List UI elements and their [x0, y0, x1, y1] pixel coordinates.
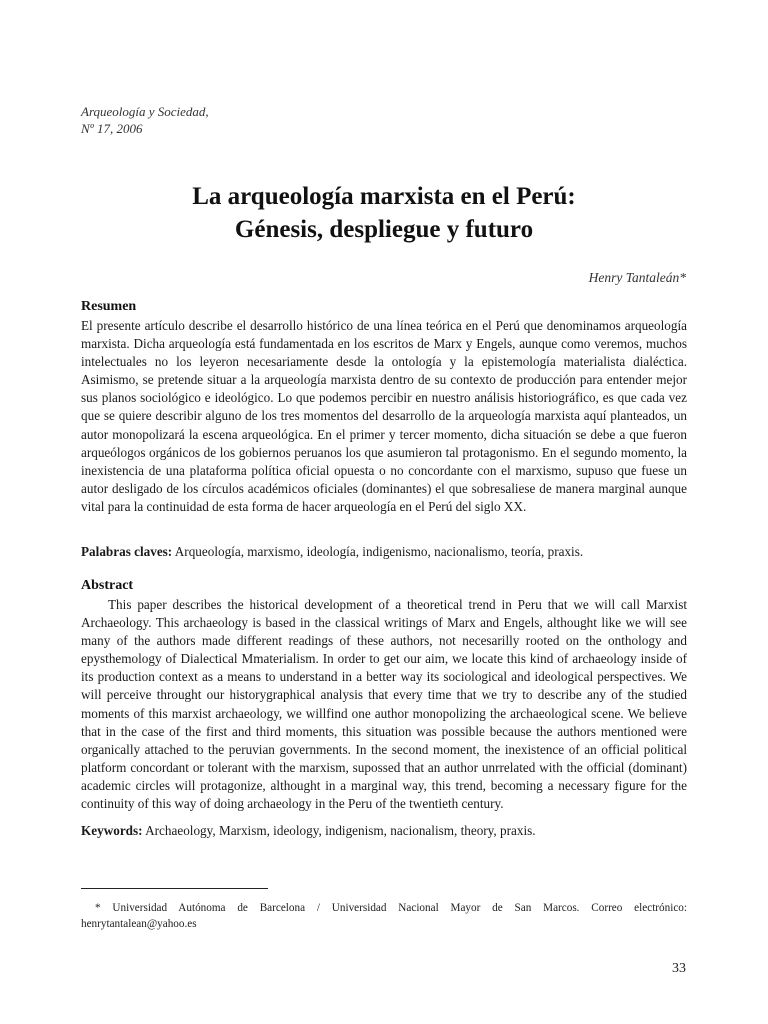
title-line-2: Génesis, despliegue y futuro — [234, 216, 534, 243]
resumen-text: El presente artículo describe el desarrollo histórico de una línea teórica en el Perú que denominamos arqueología marxista. Dicha arqueología está fundamentada en los escritos de Marx y Engels, aunque como veremos, muchos intelectuales no los leyeron necesariamente desde la ontología y la epistemología materialista dialéctica. Asimismo, se pretende situar a la arqueología marxista dentro de su contexto de producción para entender mejor sus planos sociológico e ideológico. Lo que podemos percibir en nuestro análisis historiográfico, es que cada vez que se quiere describir alguno de los tres momentos del desarrollo de la arqueología marxista aquí planteados, un autor monopolizará la escena arqueológica. En el primer y tercer momento, dicha situación se debe a que fueron arqueólogos orgánicos de los gobiernos peruanos los que asumieron tal protagonismo. En el segundo momento, la inexistencia de una plataforma política oficial opuesta o no concordante con el marxismo, supuso que fuese un autor desligado de los círculos académicos oficiales (dominantes) el que sobresaliese de manera marginal aunque vital para la continuidad de esta forma de hacer arqueología en el Perú del siglo XX. — [81, 318, 687, 514]
keywords — [81, 822, 687, 840]
journal-citation — [81, 103, 209, 137]
footnote: * Universidad Autónoma de Barcelona / Universidad Nacional Mayor de San Marcos. Correo electrónico: henrytantalean@yahoo.es — [81, 902, 687, 930]
palabras-claves-label: Palabras claves: — [81, 544, 173, 559]
title-line-1: La arqueología marxista en el Perú: — [192, 183, 576, 210]
journal-name: Arqueología y Sociedad, — [81, 104, 209, 119]
palabras-claves — [81, 543, 687, 561]
abstract-heading: Abstract — [81, 578, 134, 593]
resumen-heading: Resumen — [81, 299, 137, 314]
palabras-claves-value: Arqueología, marxismo, ideología, indigenismo, nacionalismo, teoría, praxis. — [174, 544, 584, 559]
keywords-label: Keywords: — [81, 823, 143, 838]
abstract-text: This paper describes the historical development of a theoretical trend in Peru that we will call Marxist Archaeology. This archaeology is based in the classical writings of Marx and Engels, althought like we will see many of the authors made different readings of these authors, not necesarilly rooted on the onthology and epysthemology of Dialectical Mmaterialism. In order to get our aim, we locate this kind of archaeology inside of its production context as a means to understand in a better way its sociological and ideological perspectives. We will perceive throught our historygraphical analysis that every time that we try to describe any of the studied moments of this marxist archaeology, we willfind one author monopolizing the archaeological scene. We believe that in the case of the first and third moments, this situation was possible because the authors mentioned were organically attached to the peruvian governments. In the second moment, the inexistence of an official political platform concordant or tolerant with the marxism, supossed that an author unrrelated with the official (dominant) academic circles will protagonize, althought in a marginal way, this trend, becoming a necessary figure for the continuity of this way of doing archaeology in the Peru of the twentieth century. — [81, 597, 687, 812]
journal-issue: Nº 17, 2006 — [81, 121, 143, 136]
article-title — [60, 180, 708, 246]
keywords-value: Archaeology, Marxism, ideology, indigenism, nacionalism, theory, praxis. — [145, 823, 536, 838]
footnote-divider — [81, 888, 268, 889]
author-name: Henry Tantaleán* — [588, 270, 686, 285]
page-number: 33 — [672, 961, 686, 976]
